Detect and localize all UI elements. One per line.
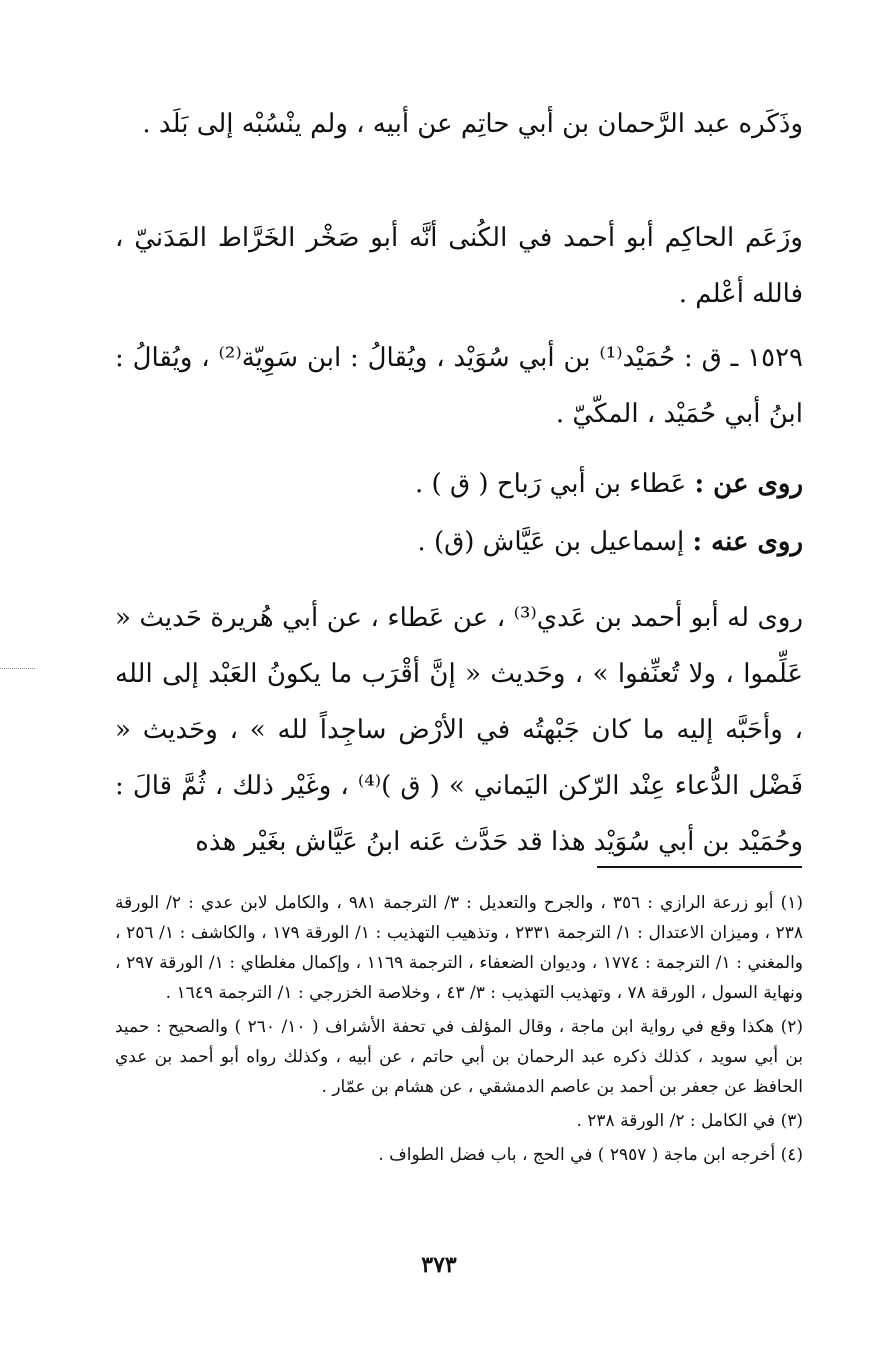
page-number: ٣٧٣ bbox=[421, 1252, 457, 1278]
narrated-from-line bbox=[115, 456, 803, 512]
footnote-3: (٣) في الكامل : ٢/ الورقة ٢٣٨ . bbox=[576, 1111, 803, 1131]
narrated-by-label: روى عنه : bbox=[692, 527, 803, 557]
narrated-from-text: عَطاء بن أبي رَباح ( ق ) . bbox=[415, 469, 687, 499]
footnotes bbox=[115, 888, 803, 1170]
footnote-divider bbox=[597, 866, 802, 868]
narrated-by-line bbox=[115, 514, 803, 570]
footnote-2: (٢) هكذا وقع في رواية ابن ماجة ، وقال المؤلف في تحفة الأشراف ( ١٠/ ٢٦٠ ) والصحيح : حميد بن أبي سويد ، كذلك ذكره عبد الرحمان بن أبي حاتم ، عن أبيه ، وكذلك رواه أبو أحمد بن عدي الحافظ عن جعفر بن أحمد بن عاصم الدمشقي ، عن هشام بن عمّار . bbox=[115, 1017, 804, 1097]
narrated-by-text: إسماعيل بن عَيَّاش (ق) . bbox=[417, 527, 685, 557]
margin-mark bbox=[0, 668, 35, 671]
narrated-from-label: روى عن : bbox=[694, 469, 803, 499]
entry-heading-1529: ١٥٢٩ ـ ق : حُمَيْد⁽¹⁾ بن أبي سُوَيْد ، ويُقالُ : ابن سَوِيّة⁽²⁾ ، ويُقالُ : ابنُ أبي حُمَيْد ، المكّيّ . bbox=[115, 343, 804, 429]
paragraph-2: وزَعَم الحاكِم أبو أحمد في الكُنى أنَّه أبو صَخْر الخَرَّاط المَدَنيّ ، فالله أعْلم . bbox=[115, 223, 803, 309]
paragraph-1: وذَكَره عبد الرَّحمان بن أبي حاتِم عن أبيه ، ولم ينْسُبْه إلى بَلَد . bbox=[142, 109, 803, 139]
final-paragraph: روى له أبو أحمد بن عَدي⁽³⁾ ، عن عَطاء ، عن أبي هُريرة حَديث « عَلِّموا ، ولا تُعنِّفوا » ، وحَديث « إنَّ أقْرَب ما يكونُ العَبْد إلى الله ، وأحَبَّه إليه ما كان جَبْهتُه في الأرْض ساجِداً لله » ، وحَديث « فَضْل الدُّعاء عِنْد الرّكن اليَماني » ( ق )⁽⁴⁾ ، وغَيْر ذلك ، ثُمَّ قالَ : وحُمَيْد بن أبي سُوَيْد هذا قد حَدَّث عَنه ابنُ عَيَّاش بغَيْر هذه bbox=[115, 603, 803, 857]
footnote-4: (٤) أخرجه ابن ماجة ( ٢٩٥٧ ) في الحج ، باب فضل الطواف . bbox=[378, 1145, 803, 1165]
footnote-1: (١) أبو زرعة الرازي : ٣٥٦ ، والجرح والتعديل : ٣/ الترجمة ٩٨١ ، والكامل لابن عدي : ٢/ الورقة ٢٣٨ ، وميزان الاعتدال : ١/ الترجمة ٢٣٣١ ، وتذهيب التهذيب : ١/ الورقة ١٧٩ ، والكاشف : ١/ ٢٥٦ ، والمغني : ١/ الترجمة : ١٧٧٤ ، وديوان الضعفاء ، الترجمة ١١٦٩ ، وإكمال مغلطاي : ١/ الورقة ٢٩٧ ، ونهاية السول ، الورقة ٧٨ ، وتهذيب التهذيب : ٣/ ٤٣ ، وخلاصة الخزرجي : ١/ الترجمة ١٦٤٩ . bbox=[115, 893, 803, 1003]
